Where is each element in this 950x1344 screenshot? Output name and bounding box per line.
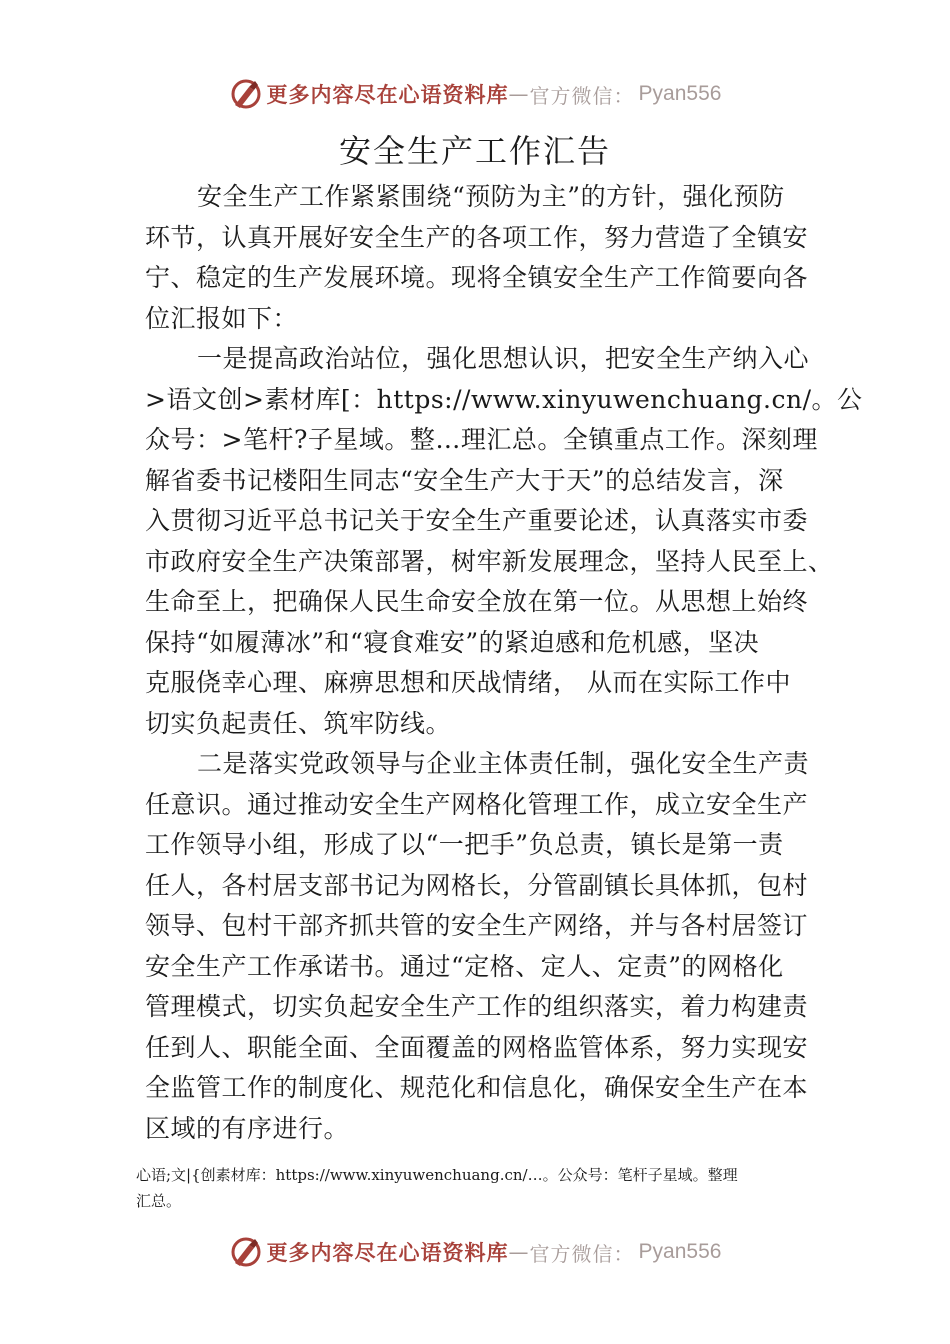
- text-line: 安全生产工作紧紧围绕“预防为主”的方针，强化预防: [197, 182, 785, 211]
- banner-wechat-id: Pyan556: [638, 82, 722, 105]
- text-line: 切实负起责任、筑牢防线。: [145, 708, 452, 738]
- text-line: 任意识。通过推动安全生产网格化管理工作，成立安全生产: [145, 789, 809, 819]
- text-line: 宁、稳定的生产发展环境。现将全镇安全生产工作简要向各: [145, 263, 809, 292]
- text-line: 任人，各村居支部书记为网格长，分管副镇长具体抓，包村: [145, 870, 809, 900]
- banner-red-text: 更多内容尽在心语资料库: [266, 82, 509, 107]
- text-line: 全监管工作的制度化、规范化和信息化，确保安全生产在本: [145, 1073, 809, 1102]
- document-title: 安全生产工作汇告: [338, 132, 611, 170]
- text-line: 任到人、职能全面、全面覆盖的网格监管体系，努力实现安: [145, 1032, 809, 1062]
- banner-red-text: 更多内容尽在心语资料库: [266, 1240, 509, 1265]
- text-line: >语文创>素材库[：https://www.xinyuwenchuang.cn/。公: [145, 384, 863, 414]
- text-line: 克服侥幸心理、麻痹思想和厌战情绪， 从而在实际工作中: [145, 668, 791, 697]
- text-line: 区域的有序进行。: [145, 1113, 350, 1143]
- text-line: 一是提高政治站位，强化思想认识，把安全生产纳入心: [197, 344, 810, 373]
- footer-banner: [0, 1232, 950, 1272]
- text-line: 工作领导小组，形成了以“一把手”负总责，镇长是第一责: [145, 830, 784, 859]
- pen-logo-icon: [229, 77, 263, 111]
- text-line: 入贯彻习近平总书记关于安全生产重要论述，认真落实市委: [145, 506, 809, 535]
- text-line: 位汇报如下：: [145, 303, 299, 333]
- text-line: 生命至上，把确保人民生命安全放在第一位。从思想上始终: [145, 587, 809, 616]
- footer-note-line: 心语;文|{创素材库：https://www.xinyuwenchuang.cn/…。公众号：笔杆子星域。整理: [136, 1166, 738, 1184]
- footer-note: [136, 1162, 826, 1214]
- text-line: 众号：>笔杆?子星域。整…理汇总。全镇重点工作。深刻理: [145, 425, 818, 454]
- header-banner: [0, 74, 950, 114]
- text-line: 领导、包村干部齐抓共管的安全生产网络，并与各村居签订: [145, 911, 809, 940]
- text-line: 解省委书记楼阳生同志“安全生产大于天”的总结发言，深: [145, 465, 784, 495]
- text-line: 保持“如履薄冰”和“寝食难安”的紧迫感和危机感，坚决: [145, 627, 760, 657]
- document-body: [145, 177, 863, 1149]
- text-line: 管理模式，切实负起安全生产工作的组织落实，着力构建责: [145, 992, 809, 1021]
- banner-grey-text: 官方微信：: [529, 1241, 635, 1266]
- text-line: 市政府安全生产决策部署，树牢新发展理念，坚持人民至上、: [145, 546, 834, 576]
- text-line: 安全生产工作承诺书。通过“定格、定人、定责”的网格化: [145, 951, 784, 981]
- pen-logo-icon: [229, 1235, 263, 1269]
- footer-note-line: 汇总。: [136, 1192, 182, 1210]
- banner-separator: —: [508, 82, 530, 106]
- banner-grey-text: 官方微信：: [529, 83, 635, 108]
- text-line: 二是落实党政领导与企业主体责任制，强化安全生产责: [197, 749, 810, 778]
- banner-separator: —: [508, 1240, 530, 1264]
- text-line: 环节，认真开展好安全生产的各项工作，努力营造了全镇安: [145, 222, 809, 252]
- banner-wechat-id: Pyan556: [638, 1240, 722, 1263]
